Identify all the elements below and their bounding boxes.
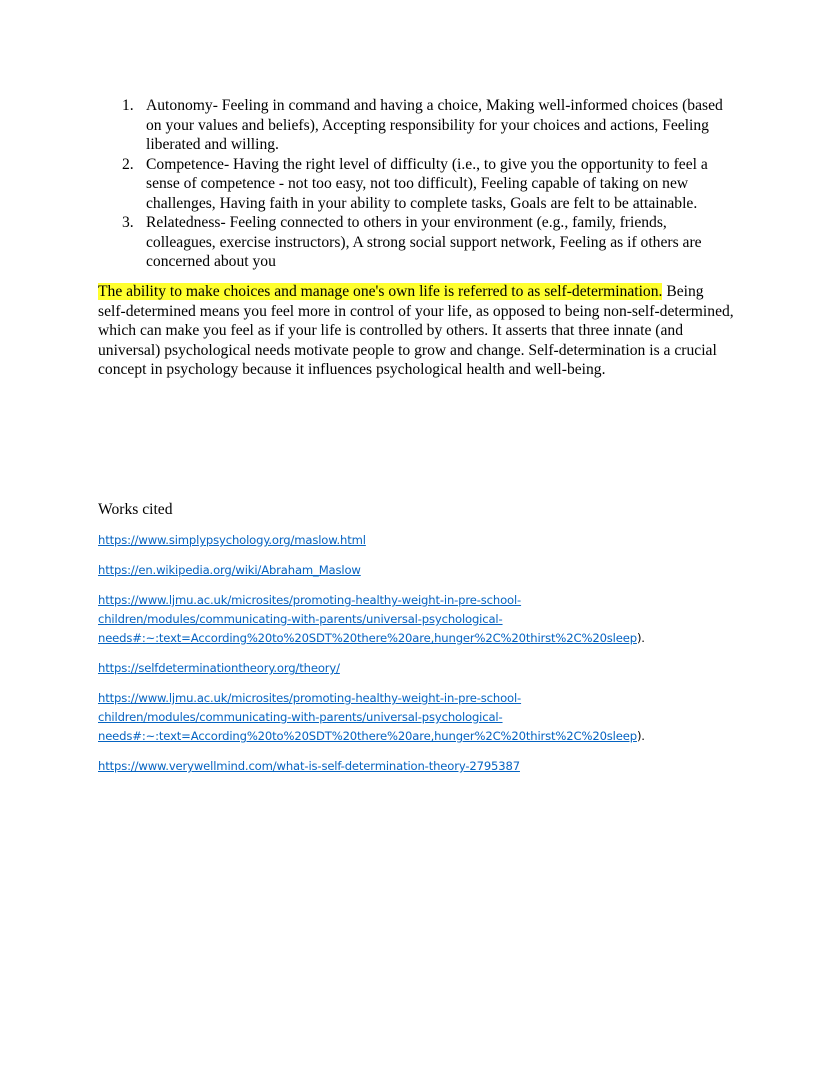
link-line: needs#:~:text=According%20to%20SDT%20there%20are,hunger%2C%20thirst%2C%20sleep (98, 729, 637, 743)
reference-item (98, 591, 788, 648)
works-cited-list (98, 531, 788, 787)
list-number: 2. (122, 155, 134, 173)
list-number: 3. (122, 214, 134, 231)
works-cited-heading: Works cited (98, 501, 173, 518)
psychological-needs-list (98, 96, 738, 272)
list-number: 1. (122, 97, 134, 114)
reference-link[interactable] (98, 591, 788, 645)
list-item (98, 213, 738, 272)
link-line: needs#:~:text=According%20to%20SDT%20there%20are,hunger%2C%20thirst%2C%20sleep (98, 631, 637, 645)
reference-tail: ). (636, 729, 645, 743)
link-line: https://selfdeterminationtheory.org/theory/ (98, 661, 340, 675)
reference-item (98, 531, 788, 550)
link-line: https://www.ljmu.ac.uk/microsites/promoting-healthy-weight-in-pre-school- (98, 593, 522, 607)
list-item (98, 155, 738, 214)
link-line: children/modules/communicating-with-parents/universal-psychological- (98, 612, 503, 626)
paragraph-body: Being self-determined means you feel more in control of your life, as opposed to being non-self-determined, which can make you feel as if your life is controlled by others. It asserts that three innate (and universal) psychological needs motivate people to grow and change. Self-determination is a crucial concept in psychology because it influences psychological health and well-being. (98, 283, 734, 378)
reference-item (98, 689, 788, 746)
link-line: https://www.ljmu.ac.uk/microsites/promoting-healthy-weight-in-pre-school- (98, 691, 522, 705)
reference-item (98, 757, 788, 776)
highlighted-sentence: The ability to make choices and manage one's own life is referred to as self-determination. (98, 283, 663, 300)
list-item-text: Autonomy- Feeling in command and having a choice, Making well-informed choices (based on your values and beliefs), Accepting responsibility for your choices and actions, Feeling liberated and willing. (146, 97, 723, 153)
self-determination-paragraph (98, 282, 734, 380)
link-line: children/modules/communicating-with-parents/universal-psychological- (98, 710, 503, 724)
link-line: https://en.wikipedia.org/wiki/Abraham_Maslow (98, 563, 361, 577)
link-line: https://www.verywellmind.com/what-is-self-determination-theory-2795387 (98, 759, 520, 773)
reference-link[interactable] (98, 689, 788, 743)
reference-link[interactable] (98, 561, 788, 580)
reference-link[interactable] (98, 659, 788, 678)
reference-item (98, 561, 788, 580)
link-line: https://www.simplypsychology.org/maslow.html (98, 533, 366, 547)
reference-link[interactable] (98, 757, 788, 776)
reference-link[interactable] (98, 531, 788, 550)
list-item (98, 96, 738, 155)
reference-item (98, 659, 788, 678)
list-item-text: Competence- Having the right level of difficulty (i.e., to give you the opportunity to feel a sense of competence - not too easy, not too difficult), Feeling capable of taking on new challenges, Having faith in your ability to complete tasks, Goals are felt to be attainable. (146, 155, 708, 212)
reference-tail: ). (636, 631, 645, 645)
list-item-text: Relatedness- Feeling connected to others in your environment (e.g., family, friends, colleagues, exercise instructors), A strong social support network, Feeling as if others are concerned about you (146, 214, 702, 270)
